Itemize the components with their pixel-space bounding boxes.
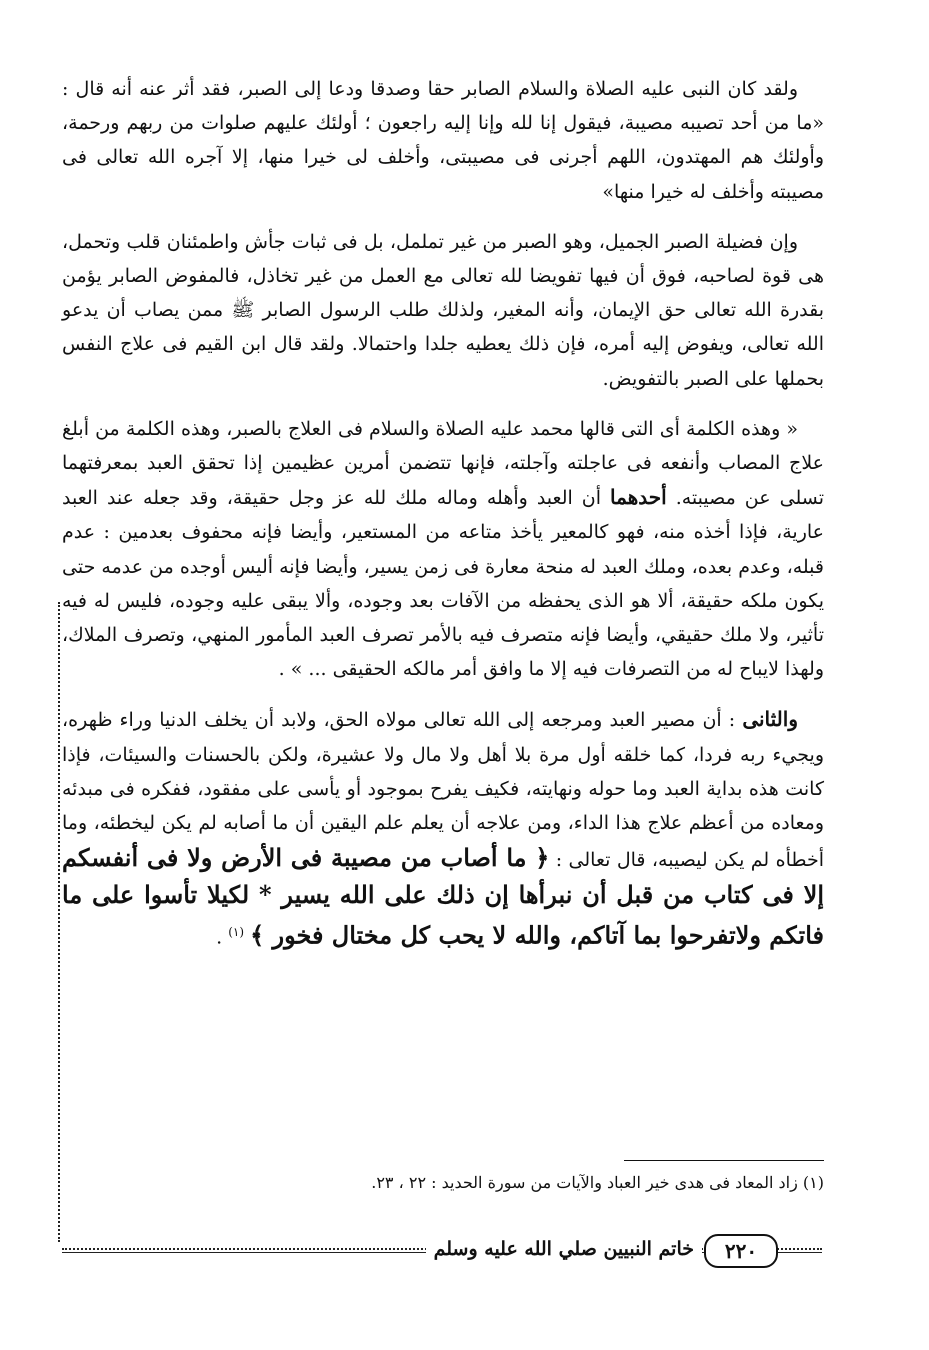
main-text [62, 72, 824, 970]
footnote-divider [624, 1160, 824, 1161]
paragraph-3-lead: أحدهما [610, 485, 667, 510]
paragraph-4-text-before: : أن مصير العبد ومرجعه إلى الله تعالى مولاه الحق، ولابد أن يخلف الدنيا وراء ظهره، ويجيء ربه فردا، كما خلقه أول مرة بلا أهل ولا مال ولا عشيرة، ولكن بالحسنات والسيئات، فإذا كانت هذه بداية العبد وما حوله ونهايته، فكيف يفرح بموجود أو يأسى على مفقود، ففكره فى مبدئه ومعاده من أعظم علاج هذا الداء، ومن علاجه أن يعلم علم اليقين أن ما أصابه لم يكن ليخطئه، وما أخطأه لم يكن ليصيبه، قال تعالى : [62, 709, 824, 872]
paragraph-4-text-after: . [216, 926, 223, 948]
page-number: ٢٢٠ [704, 1234, 778, 1268]
paragraph-2 [62, 225, 824, 396]
paragraph-2-text: وإن فضيلة الصبر الجميل، وهو الصبر من غير تململ، بل فى ثبات جأش واطمئنان قلب وتحمل، هى قوة لصاحبه، فوق أن فيها تفويضا لله تعالى مع العمل من غير تخاذل، فالمفوض الصابر يؤمن بقدرة الله تعالى حق الإيمان، وأنه المغير، ولذلك طلب الرسول الصابر ﷺ ممن يصاب أن يدعو الله تعالى، ويفوض إليه أمره، فإن ذلك يعطيه جلدا واحتمالا. ولقد قال ابن القيم فى علاج النفس بحملها على الصبر بالتفويض. [62, 230, 824, 390]
footnote-ref: (١) [228, 924, 245, 939]
page-footer [62, 1226, 822, 1276]
paragraph-3-text-before: « وهذه الكلمة أى التى قالها محمد عليه الصلاة والسلام فى العلاج بالصبر، وهذه الكلمة من أبلغ علاج المصاب وأنفعه فى عاجلته وآجلته، فإنها تتضمن أمرين عظيمين إذا تحقق العبد بمعرفتهما تسلى عن مصيبته. [62, 417, 824, 510]
paragraph-1 [62, 72, 824, 209]
paragraph-4-lead: والثانى [742, 707, 798, 732]
paragraph-4 [62, 702, 824, 954]
paragraph-3-text-after: أن العبد وأهله وماله ملك لله عز وجل حقيقة، وقد جعله عند العبد عارية، فإذا أخذه منه، فهو كالمعير يأخذ متاعه من المستعير، وأيضا فإنه محفوف بعدمين : عدم قبله، وعدم بعده، وملك العبد له منحة معارة فى زمن يسير، وأيضا فإنه أليس أوجده من عدمه حتى يكون ملكه حقيقة، ألا هو الذى يحفظه من الآفات بعد وجوده، وألا يبقى عليه وجوده، فليس له فيه تأثير، ولا ملك حقيقي، وأيضا فإنه متصرف فيه بالأمر تصرف العبد المأمور المنهي، وتصرف الملاك، ولهذا لايباح له من التصرفات فيه إلا ما وافق أمر مالكه الحقيقى ... » . [62, 487, 824, 681]
margin-dotted-rule [58, 602, 60, 1242]
quran-verse: ﴿ ما أصاب من مصيبة فى الأرض ولا فى أنفسكم إلا فى كتاب من قبل أن نبرأها إن ذلك على الله يسير * لكيلا تأسوا على ما فاتكم ولاتفرحوا بما آتاكم، والله لا يحب كل مختال فخور ﴾ [62, 843, 824, 949]
running-title: خاتم النبيين صلي الله عليه وسلم [426, 1238, 702, 1260]
paragraph-1-text: ولقد كان النبى عليه الصلاة والسلام الصابر حقا وصدقا ودعا إلى الصبر، فقد أثر عنه أنه قال : «ما من أحد تصيبه مصيبة، فيقول إنا لله وإنا إليه راجعون ؛ أولئك عليهم صلوات من ربهم ورحمة، وأولئك هم المهتدون، اللهم أجرنى فى مصيبتى، وأخلف لى خيرا منها، إلا آجره الله تعالى فى مصيبته وأخلف له خيرا منها» [62, 78, 824, 203]
footnote: (١) زاد المعاد فى هدى خير العباد والآيات من سورة الحديد : ٢٢ ، ٢٣. [371, 1173, 824, 1192]
paragraph-3 [62, 412, 824, 687]
